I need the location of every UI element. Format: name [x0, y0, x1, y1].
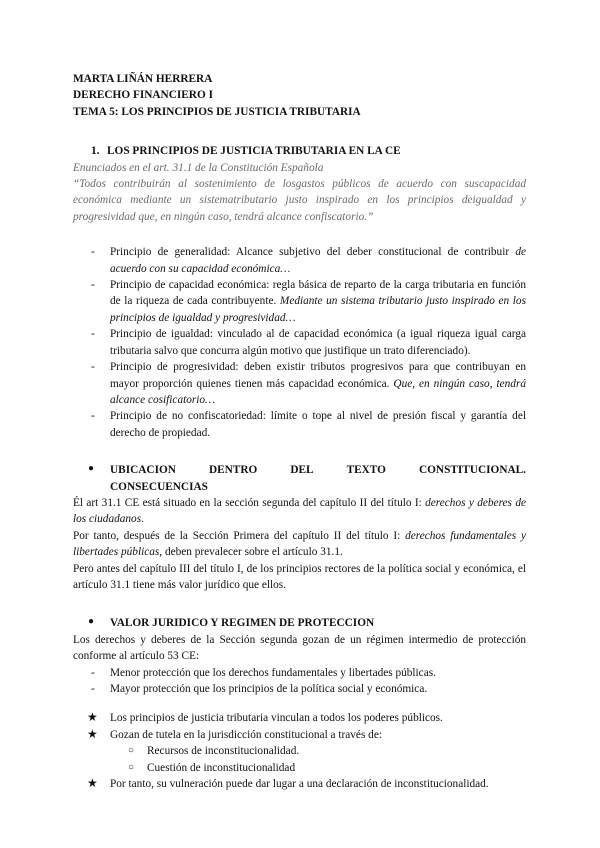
dash-marker: -	[91, 279, 95, 292]
list-item: ○ Recursos de inconstitucionalidad.	[110, 743, 526, 759]
paragraph: Pero antes del capítulo III del título I, de los principios rectores de la política social y económica, el artículo 31.1 tiene más valor jurídico que ellos.	[73, 562, 526, 591]
dash-marker: -	[91, 361, 95, 374]
dash-marker: -	[91, 410, 95, 423]
section2-heading: ● UBICACION DENTRO DEL TEXTO CONSTITUCIONAL. CONSECUENCIAS	[73, 462, 526, 495]
section1-number: 1.	[91, 145, 100, 158]
paragraph: Por tanto, después de la Sección Primera del capítulo II del título I: derechos fundamentales y libertades públicas, deben prevalecer sobre el artículo 31.1.	[73, 529, 526, 559]
dash-marker: -	[91, 328, 95, 341]
constitution-quote: “Todos contribuirán al sostenimiento de losgastos públicos de acuerdo con suscapacidad económica mediante un sistematributario justo inspirado en los principios deigualdad y progresividad que, en ningún caso, tendrá alcance confiscatorio.”	[73, 178, 526, 223]
list-item: - Principio de no confiscatoriedad: límite o tope al nivel de presión fiscal y garantía del derecho de propiedad.	[91, 410, 526, 439]
sub-list	[73, 743, 526, 776]
section3-heading: ● VALOR JURIDICO Y REGIMEN DE PROTECCION	[88, 616, 375, 630]
list-item: - Menor protección que los derechos fundamentales y libertades públicas.	[73, 665, 526, 681]
list-item: - Principio de progresividad: deben existir tributos progresivos para que contribuyan en mayor proporción quienes tienen más capacidad económica. Que, en ningún caso, tendrá alcance cosificatorio…	[91, 361, 526, 406]
star-marker: ★	[87, 726, 98, 741]
course-name: DERECHO FINANCIERO I	[73, 89, 213, 102]
list-item: ★ Gozan de tutela en la jurisdicción constitucional a través de: ○ Recursos de inconstitucionalidad. ○ Cuestión de inconstitucionalidad	[73, 727, 526, 776]
dash-marker: -	[91, 683, 95, 695]
bullet-marker: ●	[88, 616, 95, 628]
star-list	[73, 710, 526, 792]
document-page	[73, 71, 526, 792]
dash-marker: -	[91, 666, 95, 679]
star-marker: ★	[87, 710, 98, 725]
section1-title: LOS PRINCIPIOS DE JUSTICIA TRIBUTARIA EN LA CE	[107, 145, 401, 158]
circle-marker: ○	[128, 761, 135, 773]
bullet-marker: ●	[88, 463, 95, 475]
topic-title: TEMA 5: LOS PRINCIPIOS DE JUSTICIA TRIBUTARIA	[73, 105, 361, 118]
section1-heading	[73, 143, 526, 159]
list-item: - Principio de generalidad: Alcance subjetivo del deber constitucional de contribuir de acuerdo con su capacidad económica…	[91, 246, 526, 275]
list-item: ○ Cuestión de inconstitucionalidad	[110, 760, 526, 776]
list-item: - Mayor protección que los principios de la política social y económica.	[73, 681, 526, 697]
section1-subtitle: Enunciados en el art. 31.1 de la Constitución Española	[73, 161, 324, 174]
protection-list	[73, 665, 526, 698]
principles-list	[73, 244, 526, 441]
section2-title-line2: CONSECUENCIAS	[110, 480, 208, 493]
paragraph: Los derechos y deberes de la Sección segunda gozan de un régimen intermedio de protección conforme al artículo 53 CE:	[73, 633, 526, 663]
list-item: ★ Los principios de justicia tributaria vinculan a todos los poderes públicos.	[87, 710, 443, 725]
paragraph: Él art 31.1 CE está situado en la sección segunda del capítulo II del título I: derechos y deberes de los ciudadanos.	[73, 496, 526, 526]
circle-marker: ○	[128, 745, 135, 757]
list-item: ★ Por tanto, su vulneración puede dar lugar a una declaración de inconstitucionalidad.	[87, 776, 489, 791]
author-name: MARTA LIÑÁN HERRERA	[73, 73, 213, 85]
dash-marker: -	[91, 246, 95, 259]
list-item: - Principio de igualdad: vinculado al de capacidad económica (a igual riqueza igual carga tributaria salvo que concurra algún motivo que justifique un trato diferenciado).	[91, 328, 526, 357]
list-item: - Principio de capacidad económica: regla básica de reparto de la carga tributaria en función de la riqueza de cada contribuyente. Mediante un sistema tributario justo inspirado en los principios de igualdad y progresividad…	[91, 279, 526, 324]
star-marker: ★	[87, 776, 98, 791]
